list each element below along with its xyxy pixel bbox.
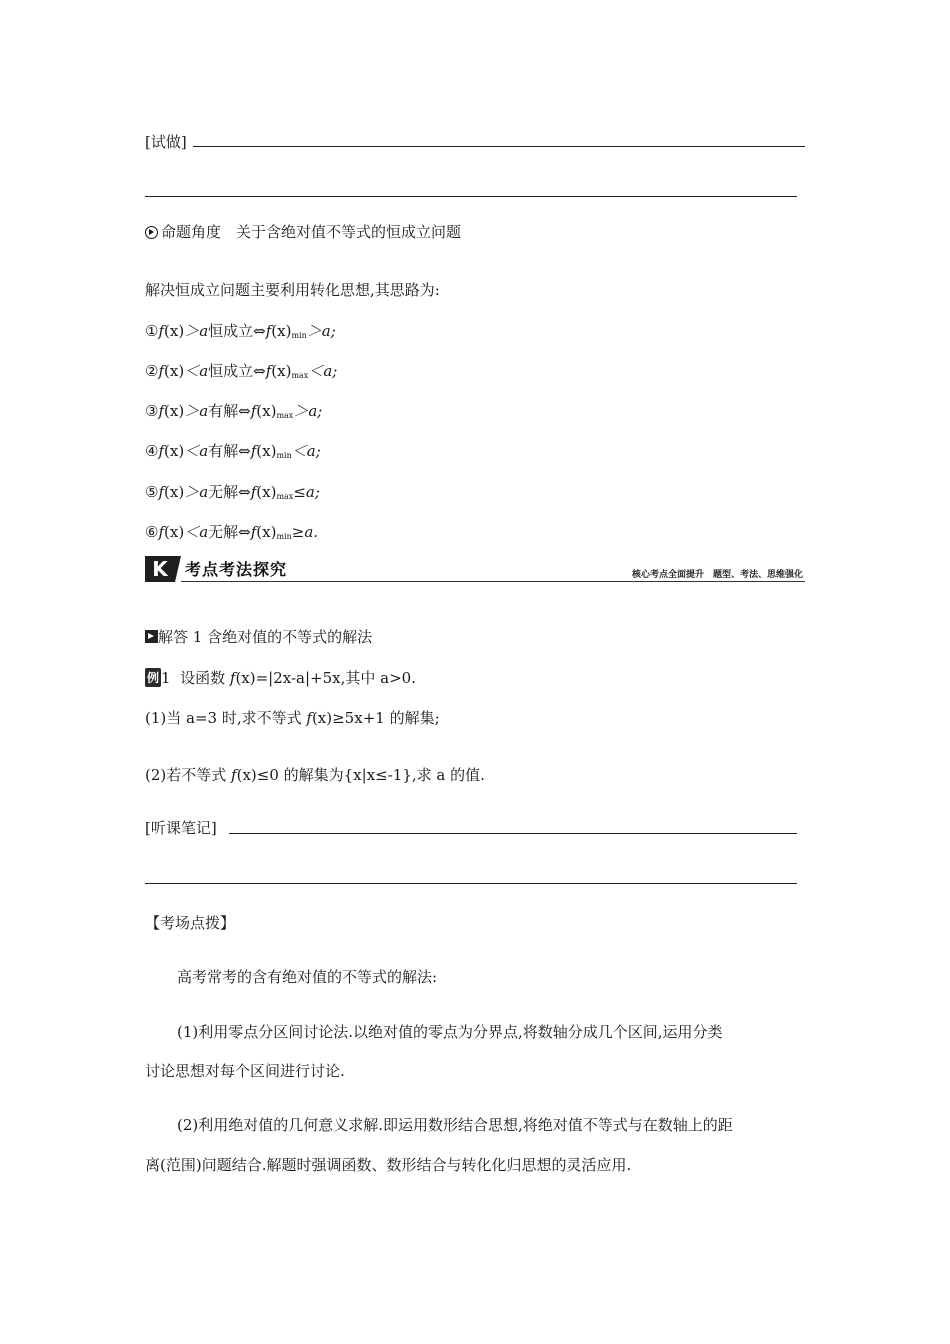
notes-line-2[interactable] [145,883,797,884]
rule-tail: ＜a; [308,362,338,380]
k-badge: K [145,556,175,582]
rule-number: ⑤ [145,483,159,501]
rule-x: (x) [164,523,185,541]
rule-relation: ＞a [184,402,209,420]
tips-heading: 【考场点拨】 [145,914,236,932]
rule-tail: ＞a; [293,402,323,420]
banner-title: 考点考法探究 [185,560,288,579]
rule-f: f [158,483,165,501]
angle-text: 命题角度 关于含绝对值不等式的恒成立问题 [161,223,462,241]
rule-condition: 恒成立⇔ [208,322,266,340]
rule-condition: 恒成立⇔ [208,362,266,380]
rule-condition: 无解⇔ [208,523,251,541]
q2-f: f [231,766,237,784]
question-1 [145,707,440,728]
rule-x-ext: (x) [256,483,277,501]
rule-relation: ＜a [184,442,209,460]
rule-f-ext: f [250,483,257,501]
example-stem-b: (x)=|2x-a|+5x,其中 a>0. [235,669,416,687]
rule-f: f [158,402,165,420]
banner-subtitle: 核心考点全面提升 题型、考法、思维强化 [631,570,803,580]
rule-number: ④ [145,442,159,460]
rule-x-ext: (x) [271,362,292,380]
rule-subscript: max [276,492,294,501]
rule-relation: ＞a [184,322,209,340]
trial-label: [试做] [145,133,187,151]
rule-item [145,360,337,381]
rule-relation: ＜a [184,362,209,380]
rule-number: ③ [145,402,159,420]
rule-f: f [158,523,165,541]
question-2 [145,764,485,785]
rule-relation: ＜a [184,523,209,541]
rule-x-ext: (x) [256,442,277,460]
rule-x-ext: (x) [271,322,292,340]
trial-answer-line-2[interactable] [145,196,797,197]
rule-x: (x) [164,402,185,420]
q1-f: f [306,709,312,727]
rule-item [145,481,320,502]
rule-relation: ＞a [184,483,209,501]
example-stem-a: 设函数 [180,669,230,687]
section-heading [145,626,372,647]
rule-condition: 有解⇔ [208,402,251,420]
rule-f-ext: f [265,362,272,380]
rule-x: (x) [164,442,185,460]
rule-condition: 无解⇔ [208,483,251,501]
rule-f-ext: f [250,442,257,460]
rule-tail: ≤a; [293,483,320,501]
notes-label: [听课笔记] [145,819,217,837]
rule-item [145,440,321,461]
rule-f: f [158,362,165,380]
rule-subscript: min [276,451,292,460]
trial-answer-line-1[interactable] [193,146,805,147]
tips-p1b: 讨论思想对每个区间进行讨论. [145,1062,345,1080]
intro-text: 解决恒成立问题主要利用转化思想,其思路为: [145,281,440,299]
rule-subscript: max [291,371,309,380]
example-number: 1 [161,669,171,687]
angle-heading [145,221,461,242]
rule-x: (x) [164,362,185,380]
rule-x-ext: (x) [256,523,277,541]
rule-f-ext: f [265,322,272,340]
section-banner [145,556,805,580]
rule-subscript: min [291,331,307,340]
q2-a: (2)若不等式 [145,766,232,784]
rule-x: (x) [164,483,185,501]
tips-p2a: (2)利用绝对值的几何意义求解.即运用数形结合思想,将绝对值不等式与在数轴上的距 [177,1116,733,1134]
rule-subscript: max [276,411,294,420]
tips-p2b: 离(范围)问题结合.解题时强调函数、数形结合与转化化归思想的灵活应用. [145,1156,632,1174]
rule-number: ② [145,362,159,380]
rule-f-ext: f [250,523,257,541]
tips-p0: 高考常考的含有绝对值的不等式的解法: [177,968,438,986]
example-stem-f: f [229,669,236,687]
q1-a: (1)当 a=3 时,求不等式 [145,709,307,727]
q2-b: (x)≤0 的解集为{x|x≤-1},求 a 的值. [236,766,485,784]
rule-item [145,320,336,341]
play-square-icon [145,630,158,643]
rule-f: f [158,322,165,340]
notes-line-1[interactable] [229,833,797,834]
example-stem [145,667,416,688]
rule-f-ext: f [250,402,257,420]
tips-p1a: (1)利用零点分区间讨论法.以绝对值的零点为分界点,将数轴分成几个区间,运用分类 [177,1023,723,1041]
rule-tail: ＞a; [306,322,336,340]
q1-b: (x)≥5x+1 的解集; [311,709,440,727]
rule-item [145,400,322,421]
section-label: 解答 1 含绝对值的不等式的解法 [158,628,373,646]
rule-tail: ≥a. [291,523,319,541]
rule-number: ⑥ [145,523,159,541]
rule-tail: ＜a; [291,442,321,460]
rule-subscript: min [276,532,292,541]
rule-f: f [158,442,165,460]
example-tag: 例 [145,668,161,687]
rule-x-ext: (x) [256,402,277,420]
rule-item [145,521,318,542]
rule-x: (x) [164,322,185,340]
play-circle-icon [145,226,158,239]
rule-condition: 有解⇔ [208,442,251,460]
banner-rule [181,581,805,582]
rule-number: ① [145,322,159,340]
